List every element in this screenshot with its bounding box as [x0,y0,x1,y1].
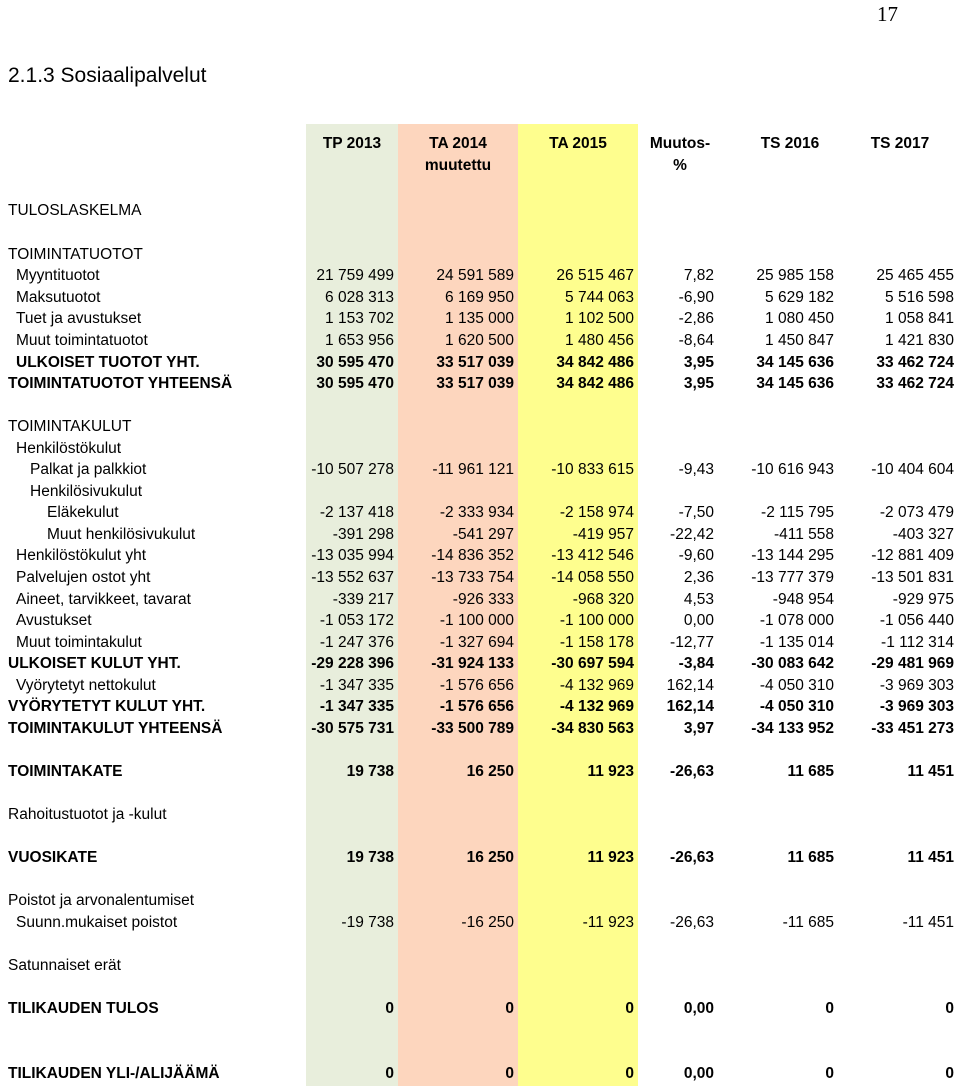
row-value-col-3: 162,14 [666,698,714,715]
table-row [0,696,960,718]
row-value-col-3: -9,43 [678,461,714,478]
col-header-ts2016: TS 2016 [760,135,820,152]
row-value-col-1: 1 620 500 [445,332,514,349]
row-label: Suunn.mukaiset poistot [16,914,178,931]
row-value-col-0: -1 053 172 [319,612,394,629]
row-value-col-1: 16 250 [466,763,514,780]
row-value-col-0: -10 507 278 [311,461,394,478]
row-label: Palvelujen ostot yht [16,569,151,586]
row-value-col-1: 33 517 039 [436,354,514,371]
row-value-col-4: -1 078 000 [759,612,834,629]
row-value-col-2: -1 100 000 [559,612,634,629]
row-value-col-4: 0 [825,1000,834,1017]
row-label: Avustukset [16,612,92,629]
row-value-col-2: -2 158 974 [559,504,634,521]
row-value-col-5: -403 327 [892,526,954,543]
table-row [0,761,960,783]
row-value-col-5: 11 451 [907,763,954,780]
row-value-col-4: 34 145 636 [756,354,834,371]
row-value-col-4: -2 115 795 [761,504,834,521]
row-label: Aineet, tarvikkeet, tavarat [16,591,191,608]
row-value-col-5: 11 451 [907,849,954,866]
row-value-col-0: -1 247 376 [319,634,394,651]
table-row [0,416,960,438]
row-value-col-1: -1 576 656 [439,698,514,715]
row-value-col-4: 25 985 158 [756,267,834,284]
row-value-col-1: -33 500 789 [431,720,514,737]
table-row [0,890,960,912]
row-value-col-3: 0,00 [683,1065,714,1082]
row-label: TOIMINTATUOTOT YHTEENSÄ [8,375,233,392]
col-header-ta2015: TA 2015 [549,135,607,152]
row-value-col-1: -541 297 [452,526,514,543]
row-value-col-4: -4 050 310 [759,698,834,715]
row-value-col-5: -33 451 273 [871,720,954,737]
section-title: 2.1.3 Sosiaalipalvelut [8,64,207,87]
table-row [0,804,960,826]
row-value-col-5: -3 969 303 [879,677,954,694]
row-value-col-1: -2 333 934 [439,504,514,521]
row-label: Poistot ja arvonalentumiset [8,892,195,909]
row-value-col-2: -14 058 550 [551,569,634,586]
row-value-col-0: -1 347 335 [319,698,394,715]
table-row [0,481,960,503]
row-label: ULKOISET KULUT YHT. [8,655,181,672]
row-value-col-2: 0 [625,1065,634,1082]
table-row [0,610,960,632]
row-value-col-0: -339 217 [332,591,394,608]
row-label: TOIMINTAKATE [8,763,123,780]
table-row [0,545,960,567]
table-row [0,265,960,287]
table-row [0,373,960,395]
table-row [0,308,960,330]
row-value-col-3: -3,84 [678,655,714,672]
row-label: TILIKAUDEN TULOS [8,1000,159,1017]
row-label: Muut henkilösivukulut [47,526,196,543]
row-value-col-2: -4 132 969 [559,698,634,715]
row-value-col-0: 1 153 702 [325,310,394,327]
row-value-col-3: -26,63 [670,914,714,931]
row-label: TILIKAUDEN YLI-/ALIJÄÄMÄ [8,1065,220,1082]
row-value-col-0: -391 298 [332,526,394,543]
row-value-col-0: -19 738 [341,914,394,931]
row-value-col-4: -13 144 295 [751,547,834,564]
row-value-col-0: 30 595 470 [316,375,394,392]
row-value-col-3: 3,95 [683,375,714,392]
row-value-col-1: -16 250 [461,914,514,931]
row-value-col-3: -26,63 [670,763,714,780]
row-label: Palkat ja palkkiot [30,461,147,478]
row-value-col-2: -10 833 615 [551,461,634,478]
row-value-col-4: 1 080 450 [765,310,834,327]
row-label: Henkilöstökulut yht [16,547,147,564]
row-label: Henkilösivukulut [30,483,142,500]
table-row [0,287,960,309]
row-value-col-2: 11 923 [587,849,634,866]
table-row [0,653,960,675]
row-value-col-1: 0 [505,1000,514,1017]
row-value-col-3: -22,42 [670,526,714,543]
row-value-col-5: -1 056 440 [879,612,954,629]
row-value-col-2: -30 697 594 [551,655,634,672]
row-value-col-1: -31 924 133 [431,655,514,672]
row-value-col-0: -2 137 418 [319,504,394,521]
row-value-col-5: 0 [945,1065,954,1082]
row-value-col-4: 11 685 [787,763,834,780]
row-value-col-0: -13 035 994 [311,547,394,564]
row-value-col-4: -11 685 [782,914,834,931]
row-value-col-0: 19 738 [346,763,394,780]
row-value-col-0: 1 653 956 [325,332,394,349]
row-value-col-1: -13 733 754 [431,569,514,586]
row-value-col-5: 5 516 598 [885,289,954,306]
row-value-col-2: -13 412 546 [551,547,634,564]
row-value-col-0: -29 228 396 [311,655,394,672]
row-value-col-5: -29 481 969 [871,655,954,672]
row-value-col-5: 1 421 830 [885,332,954,349]
row-value-col-2: -968 320 [572,591,634,608]
table-row [0,502,960,524]
row-label: VUOSIKATE [8,849,98,866]
row-value-col-3: 3,95 [683,354,714,371]
row-value-col-5: 33 462 724 [876,354,954,371]
row-value-col-3: -7,50 [678,504,714,521]
row-value-col-5: -1 112 314 [881,634,954,651]
row-value-col-0: -1 347 335 [319,677,394,694]
row-value-col-0: 0 [385,1000,394,1017]
row-value-col-3: 0,00 [683,612,714,629]
row-value-col-5: 25 465 455 [876,267,954,284]
row-label: Satunnaiset erät [8,957,121,974]
table-row [0,1063,960,1085]
row-label: Rahoitustuotot ja -kulut [8,806,167,823]
row-label: Tuet ja avustukset [16,310,142,327]
row-value-col-2: 1 480 456 [565,332,634,349]
row-value-col-4: -34 133 952 [751,720,834,737]
row-value-col-1: 33 517 039 [436,375,514,392]
row-value-col-1: -1 327 694 [439,634,514,651]
row-value-col-1: -11 961 121 [432,461,514,478]
row-value-col-1: -1 100 000 [439,612,514,629]
row-label: Maksutuotot [16,289,101,306]
row-value-col-3: -26,63 [670,849,714,866]
row-value-col-5: -2 073 479 [879,504,954,521]
row-value-col-3: 7,82 [683,267,714,284]
row-value-col-2: -11 923 [582,914,634,931]
row-label: VYÖRYTETYT KULUT YHT. [8,698,206,715]
row-label: Myyntituotot [16,267,100,284]
row-value-col-3: 4,53 [683,591,714,608]
row-label: Eläkekulut [47,504,119,521]
row-value-col-1: 1 135 000 [445,310,514,327]
row-value-col-4: -411 558 [773,526,834,543]
row-label: ULKOISET TUOTOT YHT. [16,354,200,371]
row-value-col-2: 26 515 467 [556,267,634,284]
row-value-col-2: -4 132 969 [559,677,634,694]
table-row [0,589,960,611]
row-label: Muut toimintakulut [16,634,142,651]
row-value-col-2: 34 842 486 [556,354,634,371]
row-value-col-3: -6,90 [678,289,714,306]
table-row [0,912,960,934]
row-value-col-5: 33 462 724 [876,375,954,392]
row-value-col-0: 0 [385,1065,394,1082]
row-value-col-5: 0 [945,1000,954,1017]
row-value-col-1: -1 576 656 [439,677,514,694]
row-value-col-2: 1 102 500 [565,310,634,327]
row-value-col-4: -10 616 943 [751,461,834,478]
table-row [0,330,960,352]
table-row [0,200,960,222]
col-header-muutos: Muutos- % [649,135,711,174]
row-value-col-1: 6 169 950 [445,289,514,306]
col-header-ta2014: TA 2014 muutettu [424,135,492,174]
table-row [0,244,960,266]
row-label: TOIMINTATUOTOT [8,246,143,263]
row-value-col-4: -1 135 014 [759,634,834,651]
row-value-col-5: 1 058 841 [885,310,954,327]
row-label: Muut toimintatuotot [16,332,148,349]
row-label: Vyörytetyt nettokulut [16,677,156,694]
table-row [0,524,960,546]
col-header-ts2017: TS 2017 [870,135,930,152]
row-value-col-4: 5 629 182 [765,289,834,306]
table-row [0,459,960,481]
row-label: TULOSLASKELMA [8,202,142,219]
row-value-col-0: -13 552 637 [311,569,394,586]
row-value-col-0: -30 575 731 [311,720,394,737]
row-value-col-4: 34 145 636 [756,375,834,392]
row-value-col-1: 0 [505,1065,514,1082]
row-value-col-4: 1 450 847 [765,332,834,349]
table-row [0,718,960,740]
row-value-col-5: -929 975 [892,591,954,608]
row-value-col-2: -419 957 [572,526,634,543]
row-value-col-2: 0 [625,1000,634,1017]
row-value-col-1: 24 591 589 [436,267,514,284]
row-value-col-4: -30 083 642 [751,655,834,672]
table-row [0,675,960,697]
col-header-tp2013: TP 2013 [322,135,382,152]
row-value-col-3: -12,77 [670,634,714,651]
row-value-col-2: 11 923 [587,763,634,780]
table-row [0,567,960,589]
row-label: TOIMINTAKULUT YHTEENSÄ [8,720,223,737]
row-value-col-5: -12 881 409 [871,547,954,564]
table-row [0,352,960,374]
row-value-col-5: -13 501 831 [871,569,954,586]
row-value-col-5: -3 969 303 [879,698,954,715]
row-value-col-2: -34 830 563 [551,720,634,737]
row-value-col-1: -926 333 [452,591,514,608]
row-value-col-2: 34 842 486 [556,375,634,392]
row-value-col-4: -4 050 310 [759,677,834,694]
table-row [0,438,960,460]
table-row [0,632,960,654]
row-value-col-5: -10 404 604 [871,461,954,478]
row-label: TOIMINTAKULUT [8,418,132,435]
row-value-col-5: -11 451 [902,914,954,931]
row-value-col-1: 16 250 [466,849,514,866]
table-row [0,955,960,977]
row-value-col-0: 30 595 470 [316,354,394,371]
row-value-col-1: -14 836 352 [431,547,514,564]
row-value-col-0: 6 028 313 [325,289,394,306]
page-number: 17 [877,2,898,26]
row-value-col-3: 0,00 [683,1000,714,1017]
row-value-col-2: -1 158 178 [559,634,634,651]
row-value-col-3: -8,64 [678,332,714,349]
row-value-col-4: -13 777 379 [751,569,834,586]
row-value-col-2: 5 744 063 [565,289,634,306]
row-value-col-3: -9,60 [678,547,714,564]
row-value-col-0: 19 738 [346,849,394,866]
row-value-col-3: 162,14 [666,677,714,694]
row-value-col-4: -948 954 [772,591,834,608]
row-value-col-3: 2,36 [683,569,714,586]
row-label: Henkilöstökulut [16,440,122,457]
table-row [0,998,960,1020]
row-value-col-0: 21 759 499 [316,267,394,284]
table-row [0,847,960,869]
row-value-col-4: 11 685 [787,849,834,866]
row-value-col-3: -2,86 [678,310,714,327]
row-value-col-4: 0 [825,1065,834,1082]
row-value-col-3: 3,97 [683,720,714,737]
